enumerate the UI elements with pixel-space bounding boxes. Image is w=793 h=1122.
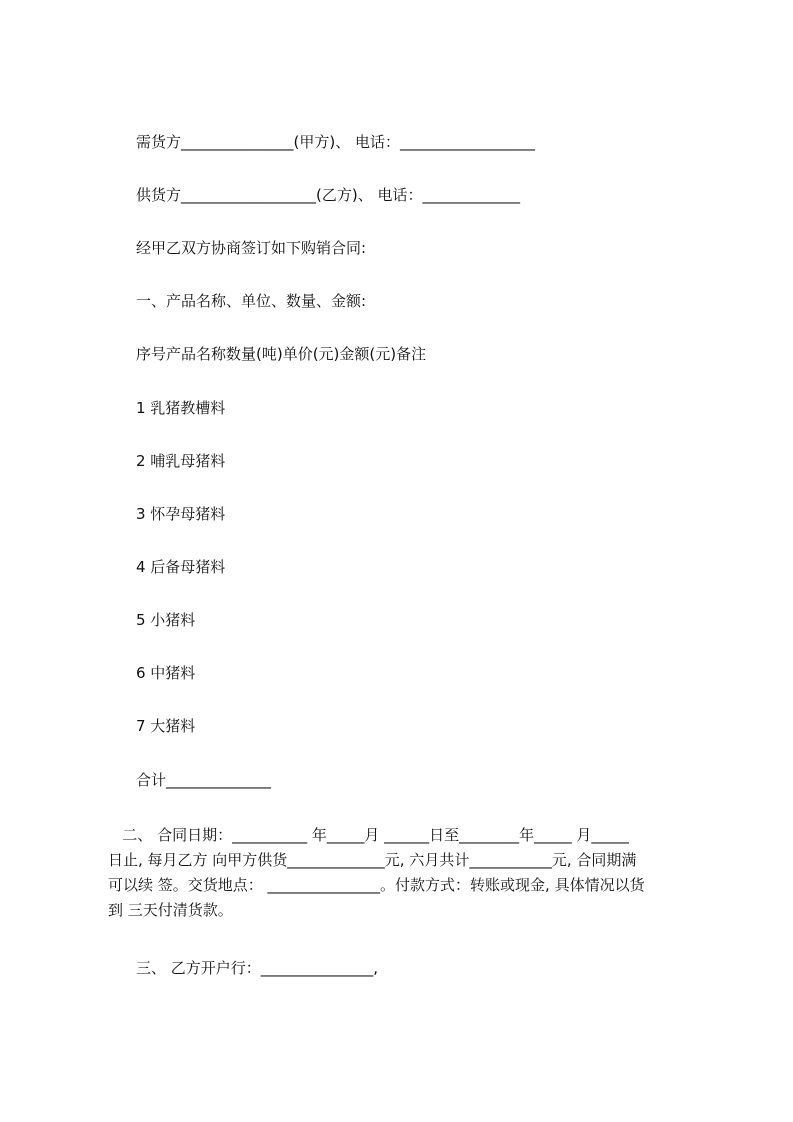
section2-paragraph <box>108 823 708 923</box>
section2-line: 可以续 签。交货地点： _______________。付款方式：转账或现金, 具体情况以货 <box>108 876 645 894</box>
section3-line: 三、 乙方开户行：_______________, <box>136 959 379 977</box>
product-item: 4 后备母猪料 <box>136 558 226 576</box>
product-item: 2 哺乳母猪料 <box>136 452 226 470</box>
section2-line: 二、 合同日期：__________ 年_____月 ______日至________年_____ 月_____ <box>108 826 629 844</box>
intro-line: 经甲乙双方协商签订如下购销合同: <box>136 239 367 257</box>
total-line: 合计______________ <box>136 771 272 789</box>
section2-line: 到 三天付清货款。 <box>108 901 233 919</box>
section1-title: 一、产品名称、单位、数量、金额: <box>136 292 367 310</box>
section2-line: 日止, 每月乙方 向甲方供货_____________元, 六月共计___________元, 合同期满 <box>108 851 637 869</box>
product-item: 7 大猪料 <box>136 717 196 735</box>
table-header: 序号产品名称数量(吨)单价(元)金额(元)备注 <box>136 345 427 363</box>
product-item: 5 小猪料 <box>136 611 196 629</box>
product-item: 1 乳猪教槽料 <box>136 399 226 417</box>
buyer-line: 需货方_______________(甲方)、 电话：__________________ <box>136 133 535 151</box>
product-item: 3 怀孕母猪料 <box>136 505 226 523</box>
seller-line: 供货方__________________(乙方)、 电话：_____________ <box>136 186 520 204</box>
product-item: 6 中猪料 <box>136 664 196 682</box>
